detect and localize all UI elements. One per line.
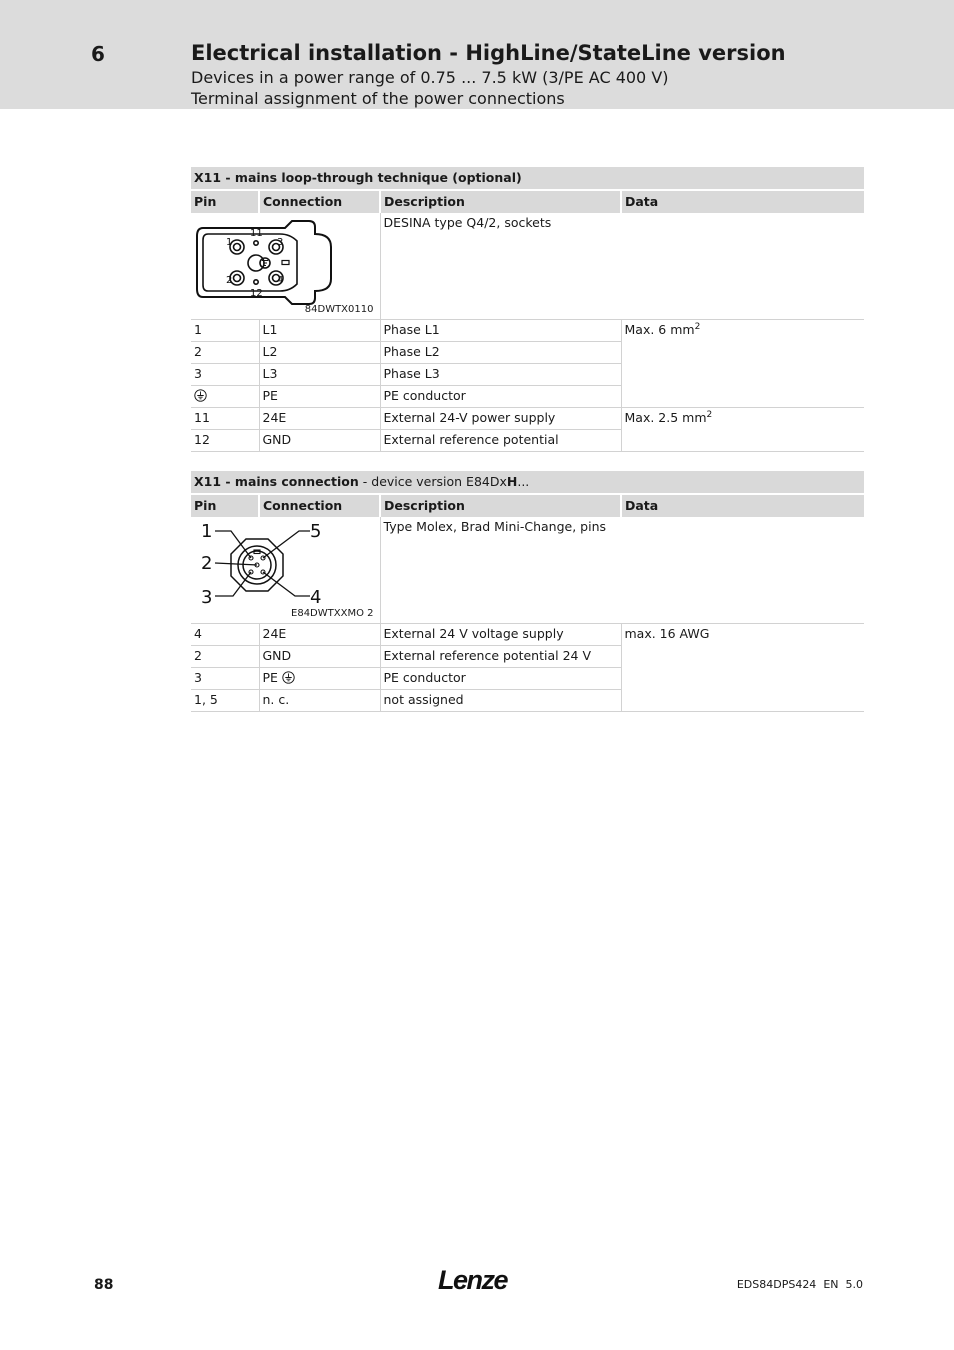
ground-icon bbox=[282, 671, 295, 684]
pin-cell: 12 bbox=[191, 430, 259, 452]
column-header-pin: Pin bbox=[191, 190, 259, 213]
section-subtitle: Devices in a power range of 0.75 ... 7.5 kW (3/PE AC 400 V) bbox=[191, 68, 669, 87]
connector-figure-cell bbox=[191, 517, 380, 624]
connector-type-description: DESINA type Q4/2, sockets bbox=[380, 213, 864, 320]
connector-type-description: Type Molex, Brad Mini-Change, pins bbox=[380, 517, 864, 624]
connection-cell: n. c. bbox=[259, 690, 380, 712]
column-header-description: Description bbox=[380, 190, 621, 213]
document-id bbox=[737, 1278, 863, 1291]
page-number: 88 bbox=[94, 1277, 114, 1293]
doc-language: EN bbox=[823, 1278, 839, 1291]
table-caption: X11 - mains loop-through technique (optional) bbox=[191, 167, 864, 190]
table-caption-row bbox=[191, 167, 864, 190]
doc-version: 5.0 bbox=[845, 1278, 863, 1291]
column-header-connection: Connection bbox=[259, 494, 380, 517]
pin-label: 1 bbox=[226, 237, 233, 248]
pin-cell: 3 bbox=[191, 668, 259, 690]
chapter-title: Electrical installation - HighLine/StateLine version bbox=[191, 41, 786, 65]
pin-cell bbox=[191, 386, 259, 408]
table-caption: X11 - mains connection - device version E84DxH... bbox=[191, 471, 864, 494]
connection-cell: L1 bbox=[259, 320, 380, 342]
pin-cell: 2 bbox=[191, 342, 259, 364]
pin-cell: 3 bbox=[191, 364, 259, 386]
pin-label: 5 bbox=[310, 521, 322, 542]
lenze-logo bbox=[436, 1264, 516, 1294]
pin-cell: 4 bbox=[191, 624, 259, 646]
pin-label: 1 bbox=[201, 521, 213, 542]
column-header-data: Data bbox=[621, 494, 864, 517]
description-cell: External 24 V voltage supply bbox=[380, 624, 621, 646]
column-header-connection: Connection bbox=[259, 190, 380, 213]
data-cell: Max. 6 $mm^2$ bbox=[621, 320, 864, 408]
connection-cell: PE bbox=[259, 668, 380, 690]
connection-cell: 24E bbox=[259, 408, 380, 430]
pin-label: 2 bbox=[201, 553, 213, 574]
figure-id: 84DWTX0110 bbox=[304, 304, 374, 315]
column-header-data: Data bbox=[621, 190, 864, 213]
pin-label: 3 bbox=[277, 237, 284, 248]
pin-label: 3 bbox=[201, 587, 213, 608]
description-cell: External reference potential 24 V bbox=[380, 646, 621, 668]
pin-label: 2 bbox=[226, 275, 233, 286]
connector-figure-cell bbox=[191, 213, 380, 320]
chapter-number: 6 bbox=[91, 42, 105, 66]
pin-cell: 11 bbox=[191, 408, 259, 430]
ground-icon bbox=[194, 389, 207, 402]
pin-label: 4 bbox=[277, 275, 284, 286]
connection-cell: GND bbox=[259, 430, 380, 452]
table-header-row bbox=[191, 190, 864, 213]
x11-mains-connection-table bbox=[191, 471, 864, 712]
connection-cell: L2 bbox=[259, 342, 380, 364]
description-cell: External 24-V power supply bbox=[380, 408, 621, 430]
table-caption-row bbox=[191, 471, 864, 494]
table-header-row bbox=[191, 494, 864, 517]
description-cell: not assigned bbox=[380, 690, 621, 712]
column-header-pin: Pin bbox=[191, 494, 259, 517]
connector-figure-row bbox=[191, 213, 864, 320]
description-cell: PE conductor bbox=[380, 386, 621, 408]
connection-cell: PE bbox=[259, 386, 380, 408]
description-cell: Phase L1 bbox=[380, 320, 621, 342]
svg-text:Lenze: Lenze bbox=[438, 1265, 508, 1294]
description-cell: PE conductor bbox=[380, 668, 621, 690]
connection-cell: GND bbox=[259, 646, 380, 668]
pin-cell: 1 bbox=[191, 320, 259, 342]
pin-cell: 2 bbox=[191, 646, 259, 668]
description-cell: External reference potential bbox=[380, 430, 621, 452]
table-row bbox=[191, 408, 864, 430]
connection-cell: L3 bbox=[259, 364, 380, 386]
pin-label: 11 bbox=[250, 228, 263, 239]
pin-label: 12 bbox=[250, 288, 263, 299]
doc-code: EDS84DPS424 bbox=[736, 1278, 817, 1291]
connector-figure-row bbox=[191, 517, 864, 624]
description-cell: Phase L3 bbox=[380, 364, 621, 386]
subsection-subtitle: Terminal assignment of the power connections bbox=[191, 89, 565, 108]
figure-id: E84DWTXXMO 2 bbox=[291, 608, 374, 619]
pin-label: 4 bbox=[310, 587, 322, 608]
data-cell: Max. 2.5 $mm^2$ bbox=[621, 408, 864, 452]
table-row bbox=[191, 320, 864, 342]
pin-cell: 1, 5 bbox=[191, 690, 259, 712]
x11-loop-through-table bbox=[191, 167, 864, 452]
column-header-description: Description bbox=[380, 494, 621, 517]
data-cell: max. 16 AWG bbox=[621, 624, 864, 712]
connection-cell: 24E bbox=[259, 624, 380, 646]
description-cell: Phase L2 bbox=[380, 342, 621, 364]
table-row bbox=[191, 624, 864, 646]
